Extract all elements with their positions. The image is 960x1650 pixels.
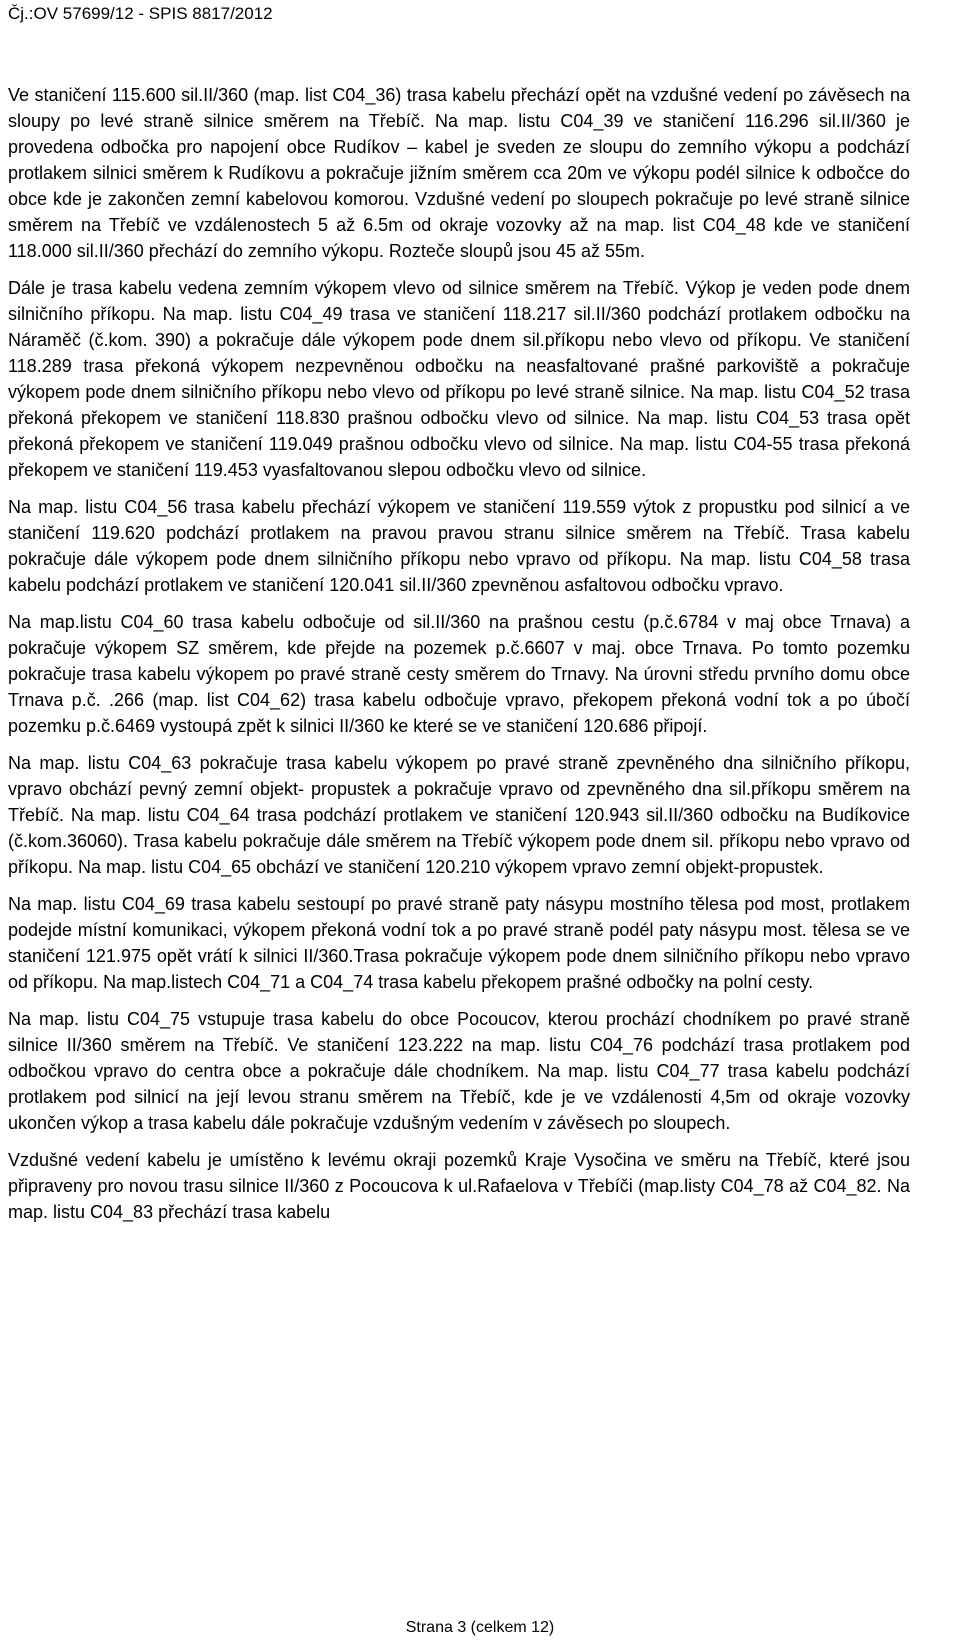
- paragraph-7: Na map. listu C04_75 vstupuje trasa kabelu do obce Pocoucov, kterou prochází chodníkem po pravé straně silnice II/360 směrem na Třebíč. Ve staničení 123.222 na map. listu C04_76 podchází trasa protlakem pod odbočkou vpravo do centra obce a pokračuje dále chodníkem. Na map. listu C04_77 trasa kabelu podchází protlakem pod silnicí na její levou stranu směrem na Třebíč, kde je ve vzdálenosti 4,5m od okraje vozovky ukončen výkop a trasa kabelu dále pokračuje vzdušným vedením v závěsech po sloupech.: [8, 1009, 910, 1133]
- paragraph-3: Na map. listu C04_56 trasa kabelu přechází výkopem ve staničení 119.559 výtok z propustku pod silnicí a ve staničení 119.620 podchází protlakem na pravou pravou stranu silnice směrem na Třebíč. Trasa kabelu pokračuje dále výkopem pode dnem silničního příkopu nebo vpravo od příkopu. Na map. listu C04_58 trasa kabelu podchází protlakem ve staničení 120.041 sil.II/360 zpevněnou asfaltovou odbočku vpravo.: [8, 497, 910, 595]
- document-reference-header: Čj.:OV 57699/12 - SPIS 8817/2012: [8, 4, 273, 23]
- paragraph-8: Vzdušné vedení kabelu je umístěno k levému okraji pozemků Kraje Vysočina ve směru na Třebíč, které jsou připraveny pro novou trasu silnice II/360 z Pocoucova k ul.Rafaelova v Třebíči (map.listy C04_78 až C04_82. Na map. listu C04_83 přechází trasa kabelu: [8, 1150, 910, 1222]
- paragraph-5: Na map. listu C04_63 pokračuje trasa kabelu výkopem po pravé straně zpevněného dna silničního příkopu, vpravo obchází pevný zemní objekt- propustek a pokračuje vpravo od zpevněného dna sil.příkopu směrem na Třebíč. Na map. listu C04_64 trasa podchází protlakem ve staničení 120.943 sil.II/360 odbočku na Budíkovice (č.kom.36060). Trasa kabelu pokračuje dále směrem na Třebíč výkopem pode dnem sil. příkopu nebo vpravo od příkopu. Na map. listu C04_65 obchází ve staničení 120.210 výkopem vpravo zemní objekt-propustek.: [8, 753, 910, 877]
- paragraph-4: Na map.listu C04_60 trasa kabelu odbočuje od sil.II/360 na prašnou cestu (p.č.6784 v maj obce Trnava) a pokračuje výkopem SZ směrem, kde přejde na pozemek p.č.6607 v maj. obce Trnava. Po tomto pozemku pokračuje trasa kabelu výkopem po pravé straně cesty směrem do Trnavy. Na úrovni středu prvního domu obce Trnava p.č. .266 (map. list C04_62) trasa kabelu odbočuje vpravo, překopem překoná vodní tok a po úbočí pozemku p.č.6469 vystoupá zpět k silnici II/360 ke které se ve staničení 120.686 připojí.: [8, 612, 910, 736]
- document-body: [8, 82, 910, 1236]
- page-number-footer: Strana 3 (celkem 12): [405, 1619, 555, 1636]
- paragraph-1: Ve staničení 115.600 sil.II/360 (map. list C04_36) trasa kabelu přechází opět na vzdušné vedení po závěsech na sloupy po levé straně silnice směrem na Třebíč. Na map. listu C04_39 ve staničení 116.296 sil.II/360 je provedena odbočka pro napojení obce Rudíkov – kabel je sveden ze sloupu do zemního výkopu a podchází protlakem silnici směrem k Rudíkovu a pokračuje jižním směrem cca 20m ve výkopu podél silnice k odbočce do obce kde je zakončen zemní kabelovou komorou. Vzdušné vedení po sloupech pokračuje po levé straně silnice směrem na Třebíč ve vzdálenostech 5 až 6.5m od okraje vozovky až na map. list C04_48 kde ve staničení 118.000 sil.II/360 přechází do zemního výkopu. Rozteče sloupů jsou 45 až 55m.: [8, 85, 910, 261]
- paragraph-2: Dále je trasa kabelu vedena zemním výkopem vlevo od silnice směrem na Třebíč. Výkop je veden pode dnem silničního příkopu. Na map. listu C04_49 trasa ve staničení 118.217 sil.II/360 podchází protlakem odbočku na Náraměč (č.kom. 390) a pokračuje dále výkopem pode dnem sil.příkopu nebo vlevo od příkopu. Ve staničení 118.289 trasa překoná výkopem nezpevněnou odbočku na neasfaltované prašné parkoviště a pokračuje výkopem pode dnem silničního příkopu nebo vlevo od příkopu po levé straně silnice. Na map. listu C04_52 trasa překoná překopem ve staničení 118.830 prašnou odbočku vlevo od silnice. Na map. listu C04_53 trasa opět překoná překopem ve staničení 119.049 prašnou odbočku vlevo od silnice. Na map. listu C04-55 trasa překoná překopem ve staničení 119.453 vyasfaltovanou slepou odbočku vlevo od silnice.: [8, 278, 910, 480]
- paragraph-6: Na map. listu C04_69 trasa kabelu sestoupí po pravé straně paty násypu mostního tělesa pod most, protlakem podejde místní komunikaci, výkopem překoná vodní tok a po pravé straně podél paty násypu most. tělesa se ve staničení 121.975 opět vrátí k silnici II/360.Trasa pokračuje výkopem pode dnem silničního příkopu nebo vpravo od příkopu. Na map.listech C04_71 a C04_74 trasa kabelu překopem prašné odbočky na polní cesty.: [8, 894, 910, 992]
